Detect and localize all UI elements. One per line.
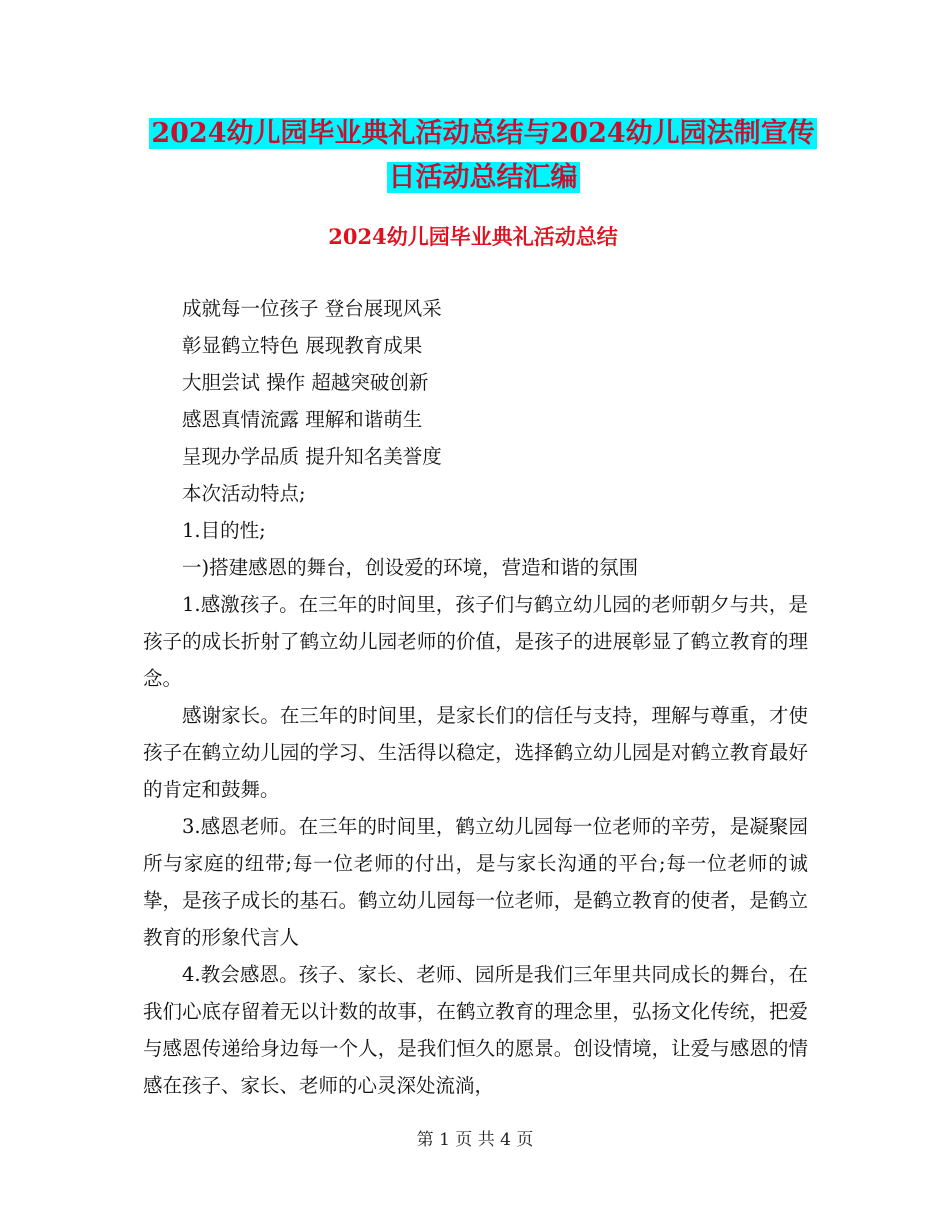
paragraph: 1.感激孩子。在三年的时间里，孩子们与鹤立幼儿园的老师朝夕与共，是孩子的成长折射了鹤立幼儿园老师的价值，是孩子的进展彰显了鹤立教育的理念。 — [143, 593, 808, 690]
section-title: 2024幼儿园毕业典礼活动总结 — [328, 224, 618, 249]
paragraph: 成就每一位孩子 登台展现风采 — [182, 297, 442, 320]
document-title-line-2: 日活动总结汇编 — [388, 162, 578, 193]
paragraph: 一)搭建感恩的舞台，创设爱的环境，营造和谐的氛围 — [182, 556, 639, 579]
paragraph: 1.目的性; — [182, 519, 266, 542]
paragraph: 大胆尝试 操作 超越突破创新 — [182, 371, 429, 394]
paragraph: 感恩真情流露 理解和谐萌生 — [182, 408, 423, 431]
paragraph: 彰显鹤立特色 展现教育成果 — [182, 334, 423, 357]
document-title-line-1: 2024幼儿园毕业典礼活动总结与2024幼儿园法制宣传 — [151, 118, 815, 149]
paragraph: 呈现办学品质 提升知名美誉度 — [182, 445, 442, 468]
paragraph: 3.感恩老师。在三年的时间里，鹤立幼儿园每一位老师的辛劳，是凝聚园所与家庭的纽带;每一位老师的付出，是与家长沟通的平台;每一位老师的诚挚，是孩子成长的基石。鹤立幼儿园每一位老师，是鹤立教育的使者，是鹤立教育的形象代言人 — [143, 815, 808, 949]
paragraph: 4.教会感恩。孩子、家长、老师、园所是我们三年里共同成长的舞台，在我们心底存留着无以计数的故事，在鹤立教育的理念里，弘扬文化传统，把爱与感恩传递给身边每一个人，是我们恒久的愿景。创设情境，让爱与感恩的情感在孩子、家长、老师的心灵深处流淌， — [143, 963, 808, 1097]
page-footer: 第 1 页 共 4 页 — [416, 1130, 534, 1150]
paragraph: 感谢家长。在三年的时间里，是家长们的信任与支持，理解与尊重，才使孩子在鹤立幼儿园的学习、生活得以稳定，选择鹤立幼儿园是对鹤立教育最好的肯定和鼓舞。 — [143, 704, 808, 801]
document-body — [143, 290, 808, 1104]
paragraph: 本次活动特点; — [182, 482, 306, 505]
document-title — [143, 112, 823, 200]
